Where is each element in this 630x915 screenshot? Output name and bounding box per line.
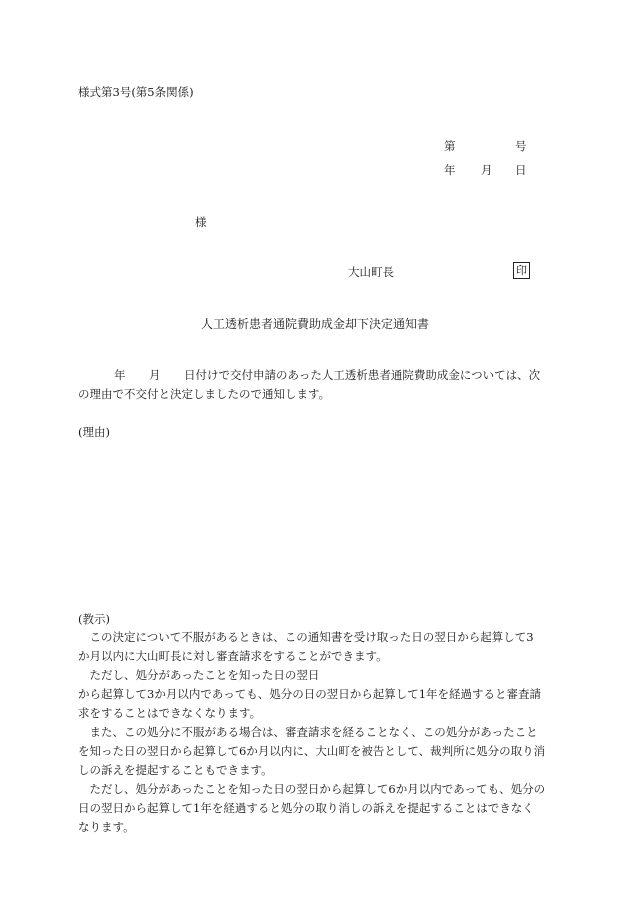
instruction-line: しの訴えを提起することもできます。 <box>78 763 273 777</box>
instruction-line: この決定について不服があるときは、この通知書を受け取った日の翌日から起算して3 <box>78 630 534 644</box>
intro-line1: 日付けで交付申請のあった人工透析患者通院費助成金については、次 <box>184 368 541 382</box>
number-dai: 第 <box>444 139 456 153</box>
seal-stamp: 印 <box>513 262 530 279</box>
number-go: 号 <box>515 139 527 153</box>
instruction-line: から起算して3か月以内であっても、処分の日の翌日から起算して1年を経過すると審査請 <box>78 687 542 701</box>
instruction-line: 求をすることはできなくなります。 <box>78 706 262 720</box>
date-day: 日 <box>515 163 527 177</box>
instruction-line: ただし、処分があったことを知った日の翌日から起算して6か月以内であっても、処分の <box>78 782 546 796</box>
form-label: 様式第3号(第5条関係) <box>78 85 194 99</box>
instruction-line: を知った日の翌日から起算して6か月以内に、大山町を被告として、裁判所に処分の取り消 <box>78 744 546 758</box>
date-month: 月 <box>481 163 493 177</box>
intro-month: 月 <box>149 368 161 382</box>
document-title: 人工透析患者通院費助成金却下決定通知書 <box>201 317 430 331</box>
reason-label: (理由) <box>78 425 110 439</box>
instruction-line: また、この処分に不服がある場合は、審査請求を経ることなく、この処分があったこと <box>78 725 538 739</box>
instruction-line: なります。 <box>78 820 135 834</box>
recipient-honorific: 様 <box>195 215 207 229</box>
instruction-label: (教示) <box>78 612 110 626</box>
instruction-line: 日の翌日から起算して1年を経過すると処分の取り消しの訴えを提起することはできなく <box>78 801 534 815</box>
instruction-line: か月以内に大山町長に対し審査請求をすることができます。 <box>78 649 388 663</box>
instruction-line: ただし、処分があったことを知った日の翌日 <box>78 668 320 682</box>
date-year: 年 <box>444 163 456 177</box>
instruction-body <box>78 628 552 837</box>
issuer-name: 大山町長 <box>348 265 394 279</box>
intro-line2: の理由で不交付と決定しましたので通知します。 <box>78 387 331 401</box>
intro-year: 年 <box>114 368 126 382</box>
